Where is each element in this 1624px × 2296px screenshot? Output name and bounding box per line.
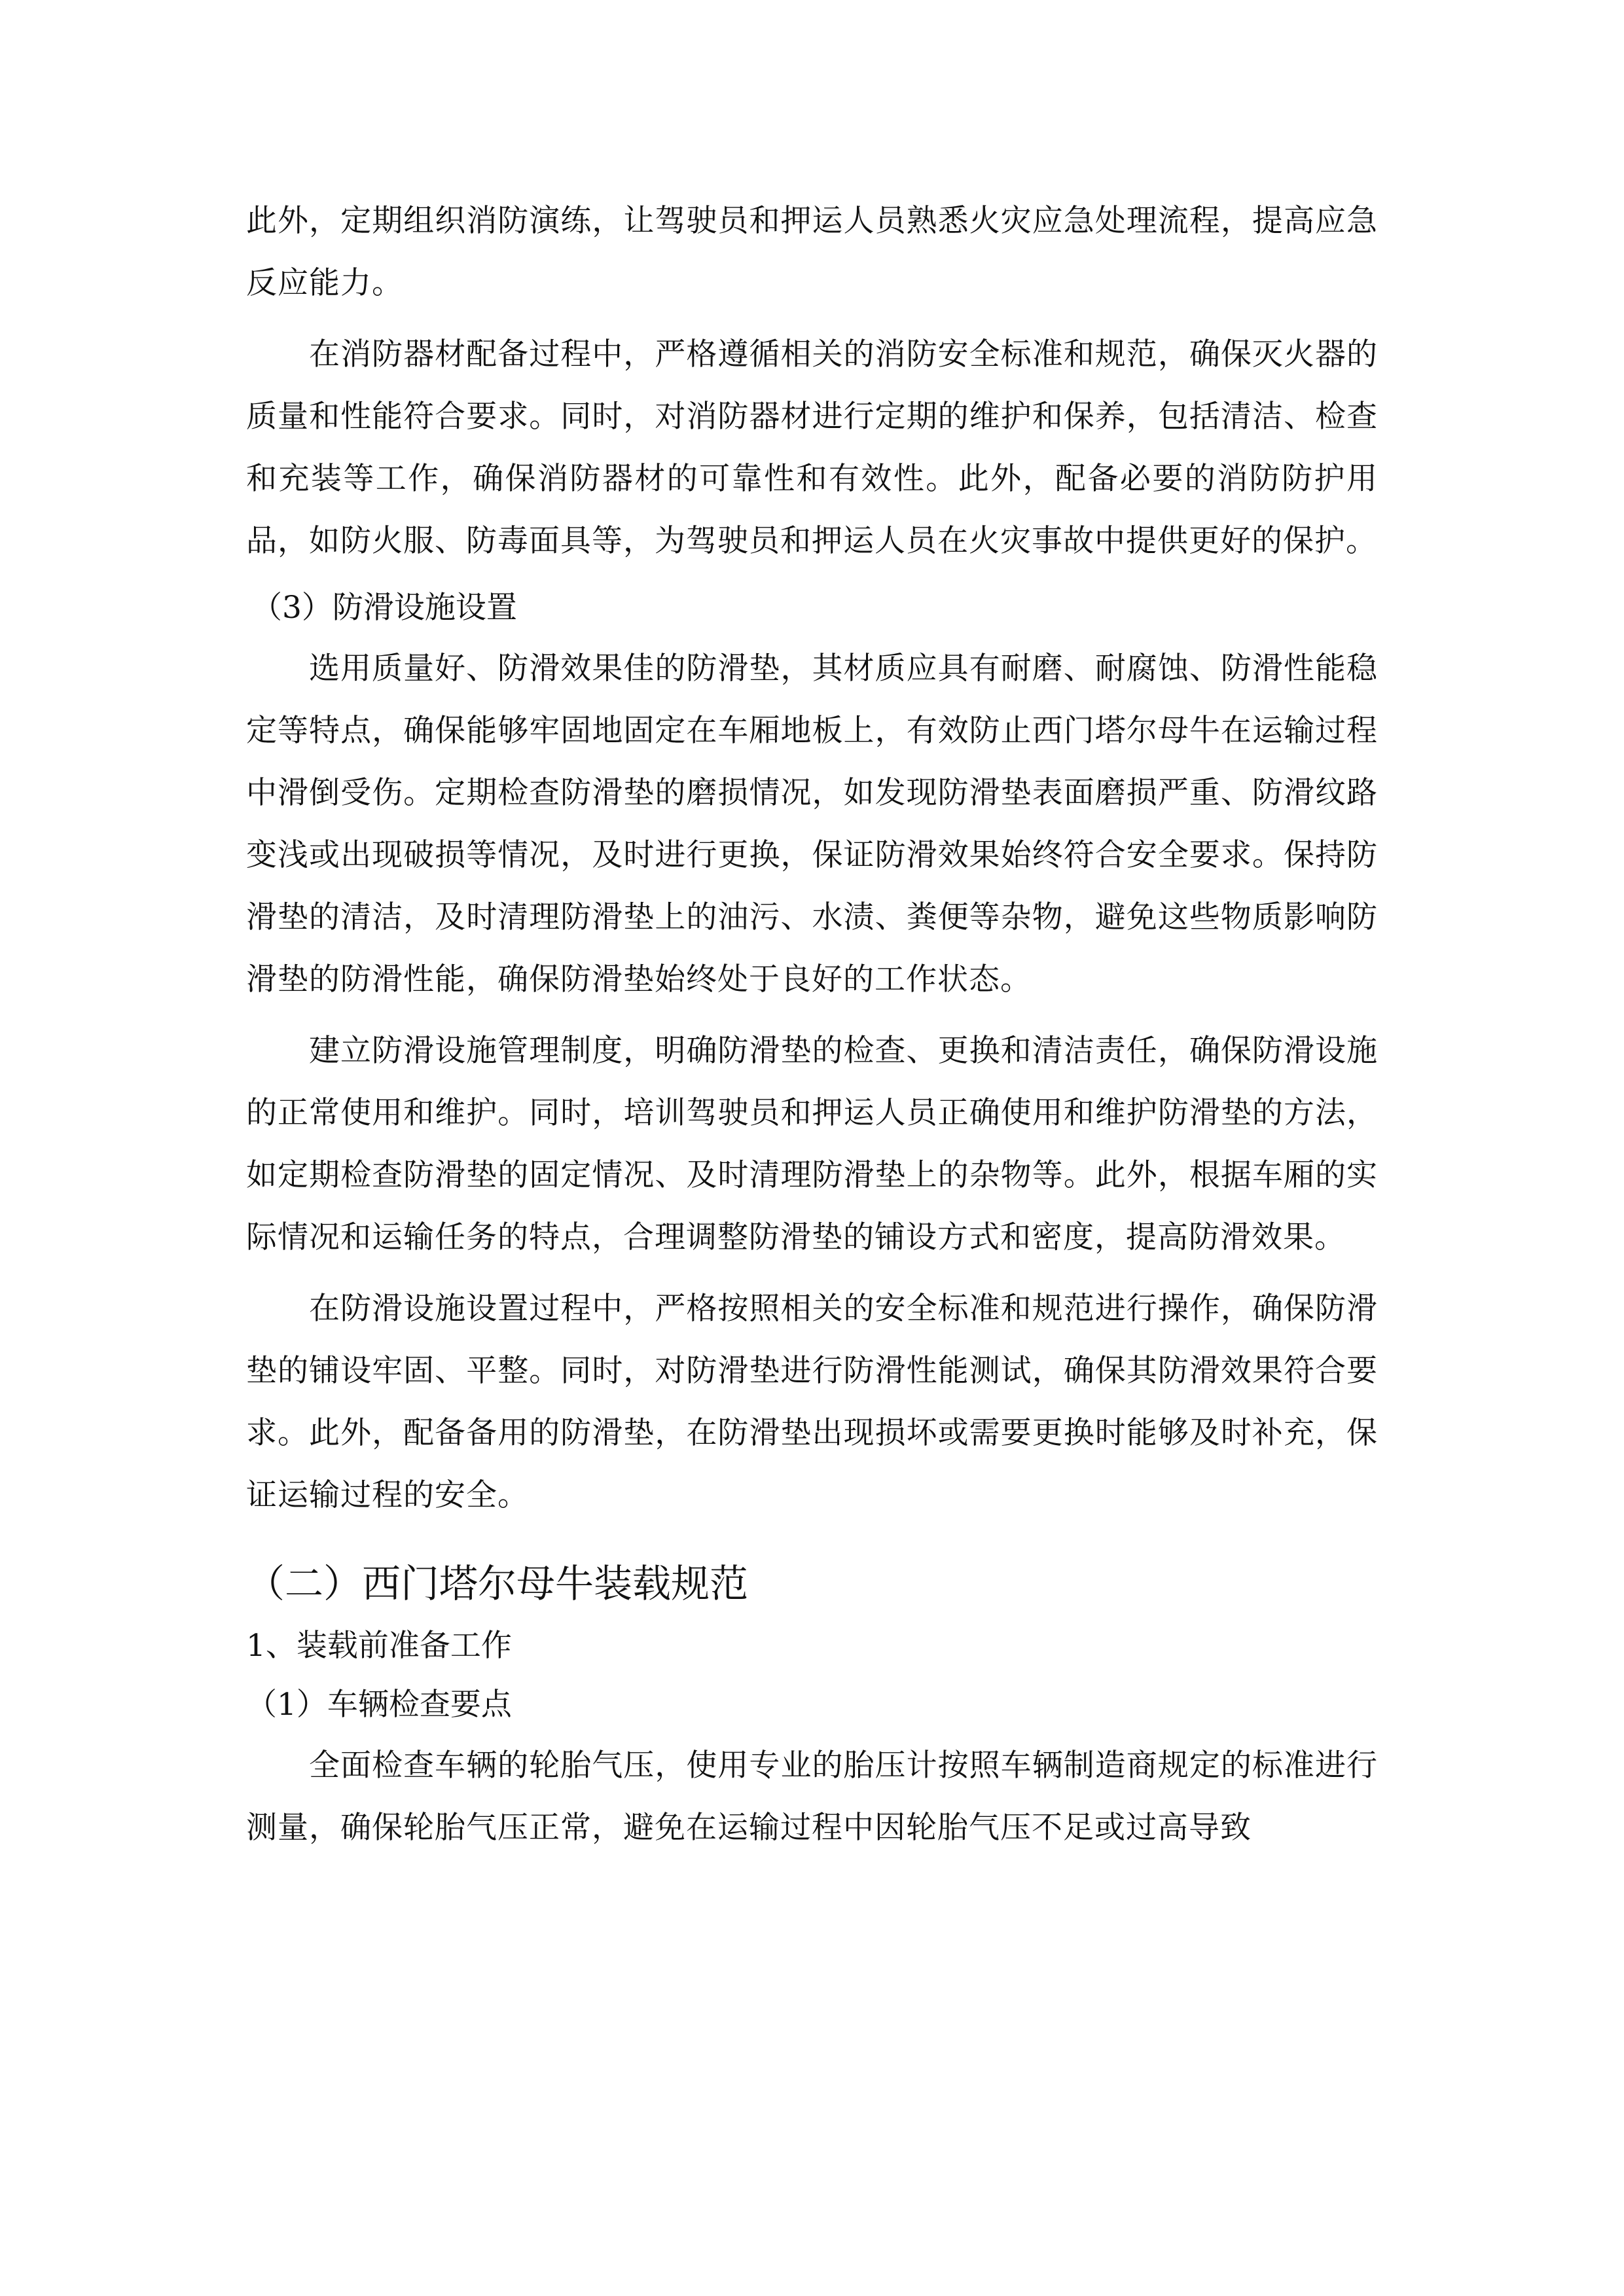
- document-page: [246, 190, 1378, 1868]
- heading-pre-loading-preparation: 1、装载前准备工作: [246, 1628, 512, 1664]
- paragraph-anti-slip-management: 建立防滑设施管理制度，明确防滑垫的检查、更换和清洁责任，确保防滑设施的正常使用和维护。同时，培训驾驶员和押运人员正确使用和维护防滑垫的方法，如定期检查防滑垫的固定情况、及时清理防滑垫上的杂物等。此外，根据车厢的实际情况和运输任务的特点，合理调整防滑垫的铺设方式和密度，提高防滑效果。: [246, 1033, 1378, 1255]
- paragraph-fire-equipment: 在消防器材配备过程中，严格遵循相关的消防安全标准和规范，确保灭火器的质量和性能符合要求。同时，对消防器材进行定期的维护和保养，包括清洁、检查和充装等工作，确保消防器材的可靠性和有效性。此外，配备必要的消防防护用品，如防火服、防毒面具等，为驾驶员和押运人员在火灾事故中提供更好的保护。: [246, 336, 1378, 559]
- heading-vehicle-inspection: （1）车辆检查要点: [246, 1687, 512, 1723]
- heading-anti-slip-facilities: （3）防滑设施设置: [251, 590, 517, 626]
- paragraph-anti-slip-mats: 选用质量好、防滑效果佳的防滑垫，其材质应具有耐磨、耐腐蚀、防滑性能稳定等特点，确保能够牢固地固定在车厢地板上，有效防止西门塔尔母牛在运输过程中滑倒受伤。定期检查防滑垫的磨损情况，如发现防滑垫表面磨损严重、防滑纹路变浅或出现破损等情况，及时进行更换，保证防滑效果始终符合安全要求。保持防滑垫的清洁，及时清理防滑垫上的油污、水渍、粪便等杂物，避免这些物质影响防滑垫的防滑性能，确保防滑垫始终处于良好的工作状态。: [246, 651, 1378, 997]
- paragraph-anti-slip-setup: 在防滑设施设置过程中，严格按照相关的安全标准和规范进行操作，确保防滑垫的铺设牢固、平整。同时，对防滑垫进行防滑性能测试，确保其防滑效果符合要求。此外，配备备用的防滑垫，在防滑垫出现损坏或需要更换时能够及时补充，保证运输过程的安全。: [246, 1291, 1378, 1513]
- heading-loading-standards: （二）西门塔尔母牛装载规范: [246, 1561, 749, 1606]
- paragraph-tire-pressure: 全面检查车辆的轮胎气压，使用专业的胎压计按照车辆制造商规定的标准进行测量，确保轮胎气压正常，避免在运输过程中因轮胎气压不足或过高导致: [246, 1748, 1378, 1846]
- paragraph-fire-drill: 此外，定期组织消防演练，让驾驶员和押运人员熟悉火灾应急处理流程，提高应急反应能力。: [246, 203, 1378, 301]
